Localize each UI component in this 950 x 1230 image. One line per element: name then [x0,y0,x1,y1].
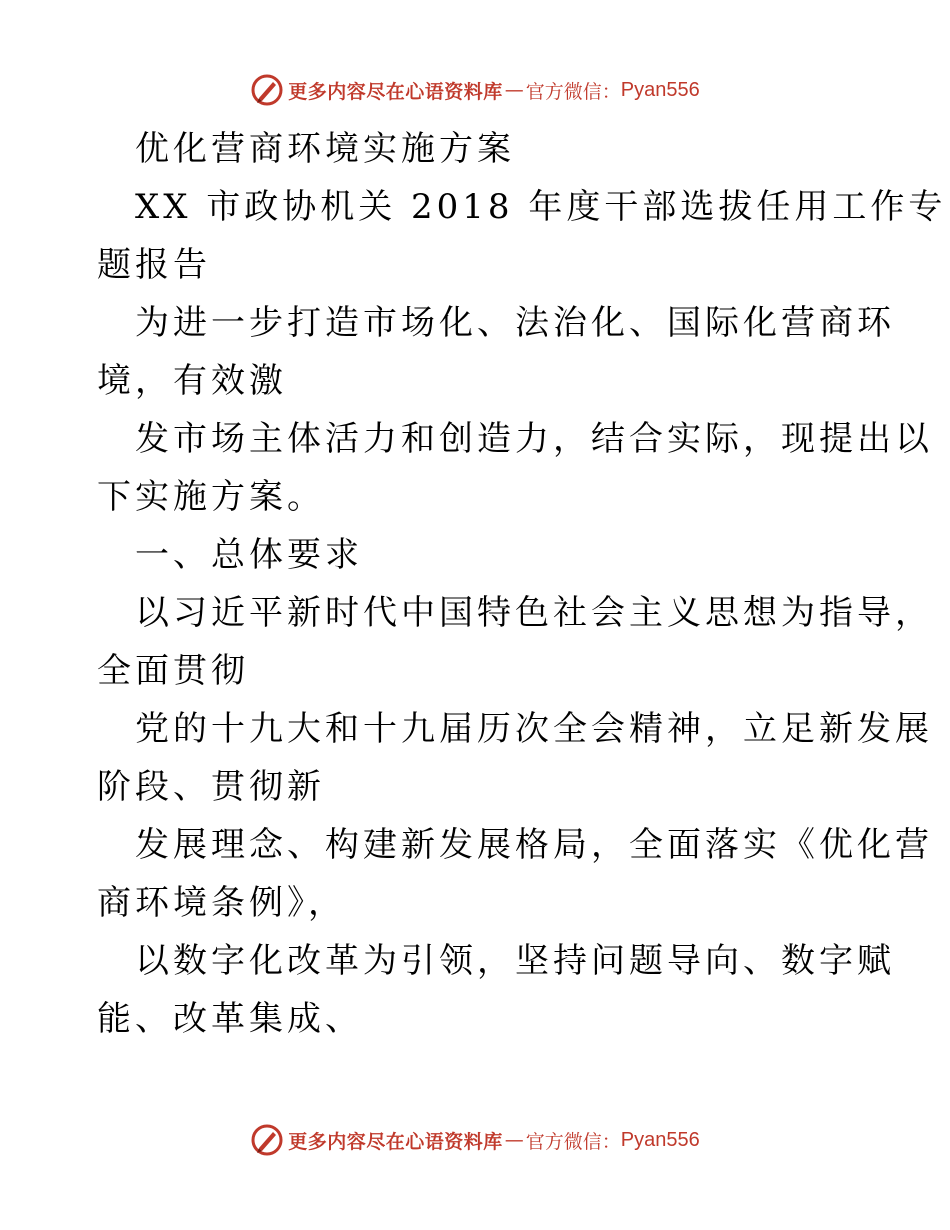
document-body [97,120,947,1048]
text-line: 下实施方案。 [97,477,325,517]
watermark-dash: — [504,79,524,101]
text-line: 优化营商环境实施方案 [135,129,515,169]
text-line: 境，有效激 [97,361,287,401]
watermark-site-text: 更多内容尽在心语资料库 [288,1130,503,1153]
watermark-wechat-id: Pyan556 [620,1128,700,1151]
text-line: 一、总体要求 [135,535,363,575]
text-line: 党的十九大和十九届历次全会精神，立足新发展 [135,709,933,749]
text-line: 以习近平新时代中国特色社会主义思想为指导， [135,593,933,633]
watermark-wechat-id: Pyan556 [620,78,700,101]
pen-logo-icon [250,1123,284,1157]
text-line: 以数字化改革为引领，坚持问题导向、数字赋 [135,941,895,981]
text-line: 阶段、贯彻新 [97,767,325,807]
text-line: 全面贯彻 [97,651,249,691]
text-line: 商环境条例》， [97,883,346,923]
header-watermark [0,70,950,110]
watermark-dash: — [504,1129,524,1151]
watermark-wechat-label: 官方微信： [525,1130,621,1153]
watermark-site-text: 更多内容尽在心语资料库 [288,80,503,103]
text-line: 发展理念、构建新发展格局，全面落实《优化营 [135,825,933,865]
text-line: 发市场主体活力和创造力，结合实际，现提出以 [135,419,933,459]
watermark-wechat-label: 官方微信： [525,80,621,103]
pen-logo-icon [250,73,284,107]
text-line: 题报告 [97,245,211,285]
text-line: 能、改革集成、 [97,999,363,1039]
text-line: 为进一步打造市场化、法治化、国际化营商环 [135,303,895,343]
text-line: XX 市政协机关 2018 年度干部选拔任用工作专 [135,187,947,227]
footer-watermark [0,1120,950,1160]
